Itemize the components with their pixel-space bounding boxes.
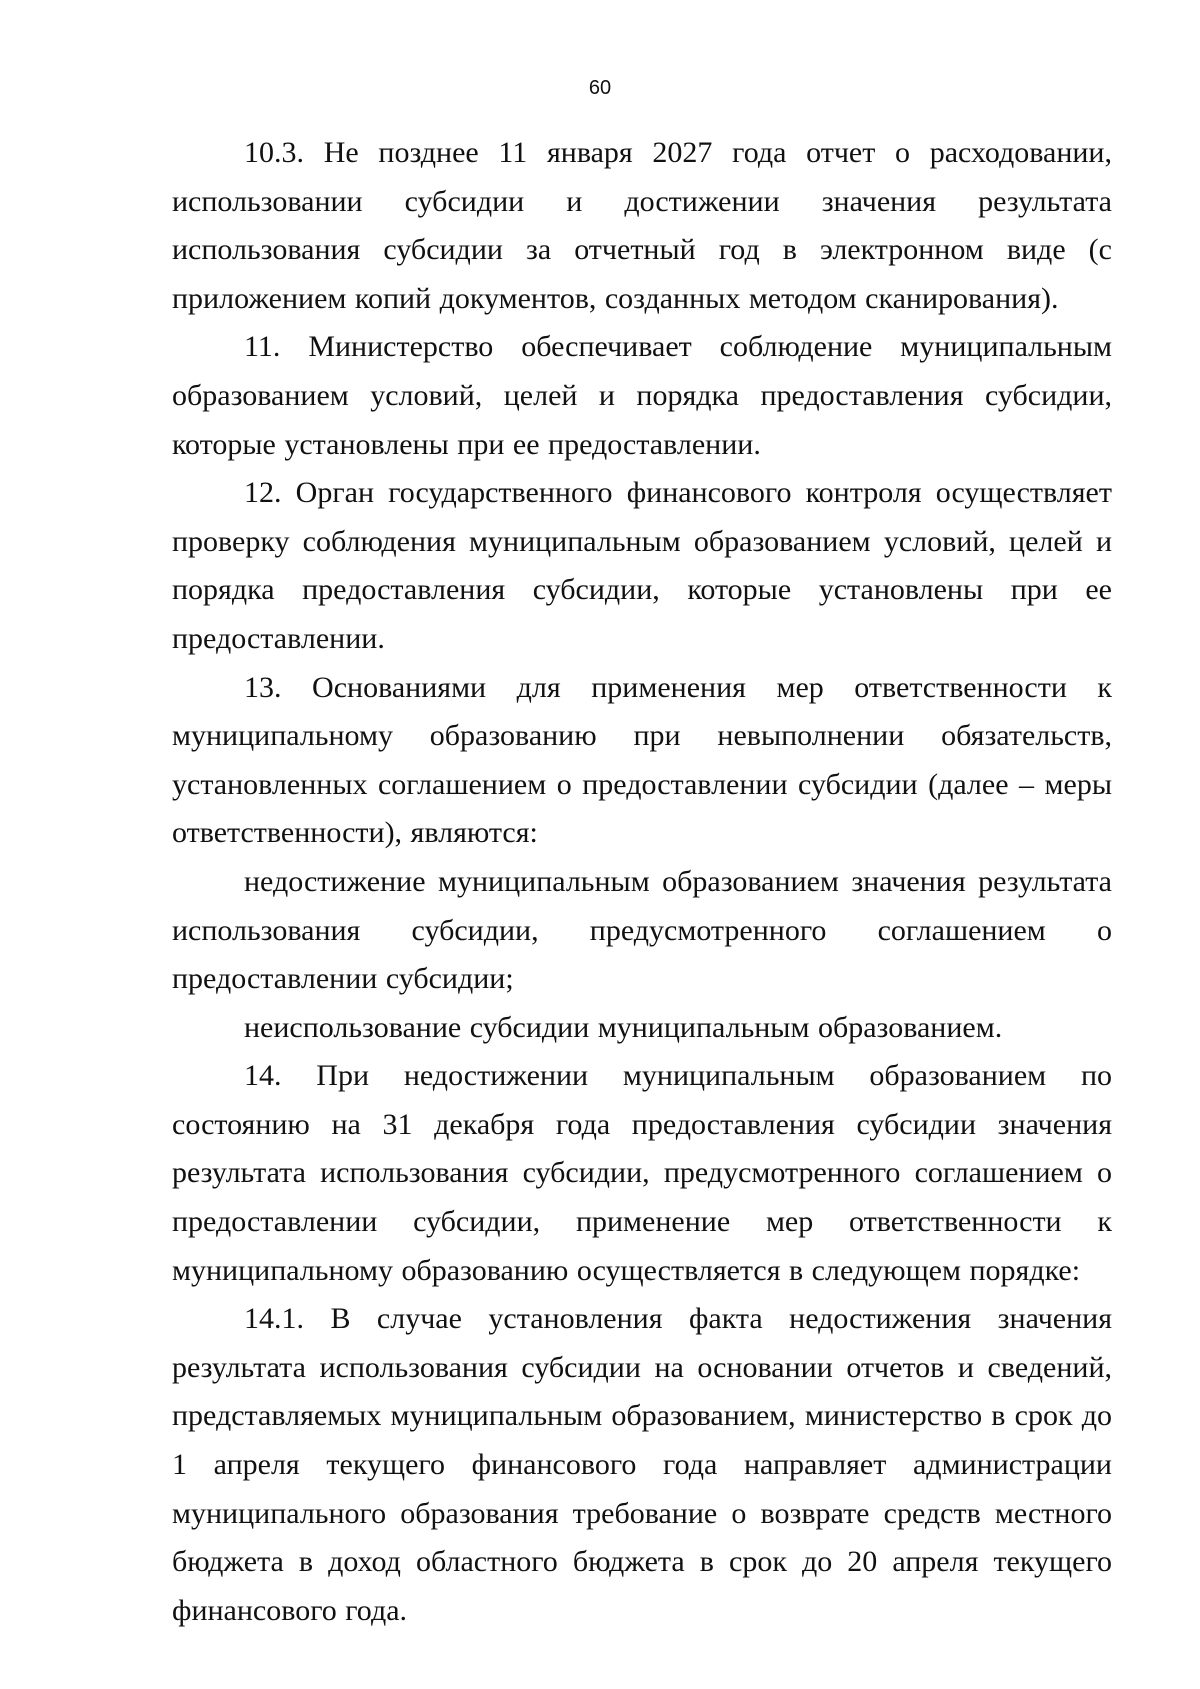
paragraph-10-3: 10.3. Не позднее 11 января 2027 года отчет о расходовании, использовании субсидии и достижении значения результата использования субсидии за отчетный год в электронном виде (с приложением копий документов, созданных методом сканирования).: [172, 136, 1112, 315]
paragraph-14: 14. При недостижении муниципальным образованием по состоянию на 31 декабря года предоставления субсидии значения результата использования субсидии, предусмотренного соглашением о предоставлении субсидии, применение мер ответственности к муниципальному образованию осуществляется в следующем порядке:: [172, 1059, 1112, 1287]
paragraph-13-item-1: недостижение муниципальным образованием значения результата использования субсидии, предусмотренного соглашением о предоставлении субсидии;: [172, 864, 1112, 996]
page-number: 60: [588, 77, 612, 99]
paragraph-12: 12. Орган государственного финансового контроля осуществляет проверку соблюдения муниципальным образованием условий, целей и порядка предоставления субсидии, которые установлены при ее предоставлении.: [172, 476, 1112, 655]
paragraph-11: 11. Министерство обеспечивает соблюдение муниципальным образованием условий, целей и порядка предоставления субсидии, которые установлены при ее предоставлении.: [172, 330, 1112, 461]
document-body: [172, 129, 1112, 1635]
paragraph-13-item-2: неиспользование субсидии муниципальным образованием.: [244, 1010, 1003, 1044]
paragraph-14-1: 14.1. В случае установления факта недостижения значения результата использования субсидии на основании отчетов и сведений, представляемых муниципальным образованием, министерство в срок до 1 апреля текущего финансового года направляет администрации муниципального образования требование о возврате средств местного бюджета в доход областного бюджета в срок до 20 апреля текущего финансового года.: [172, 1302, 1112, 1627]
paragraph-13: 13. Основаниями для применения мер ответственности к муниципальному образованию при невыполнении обязательств, установленных соглашением о предоставлении субсидии (далее – меры ответственности), являются:: [172, 670, 1112, 850]
